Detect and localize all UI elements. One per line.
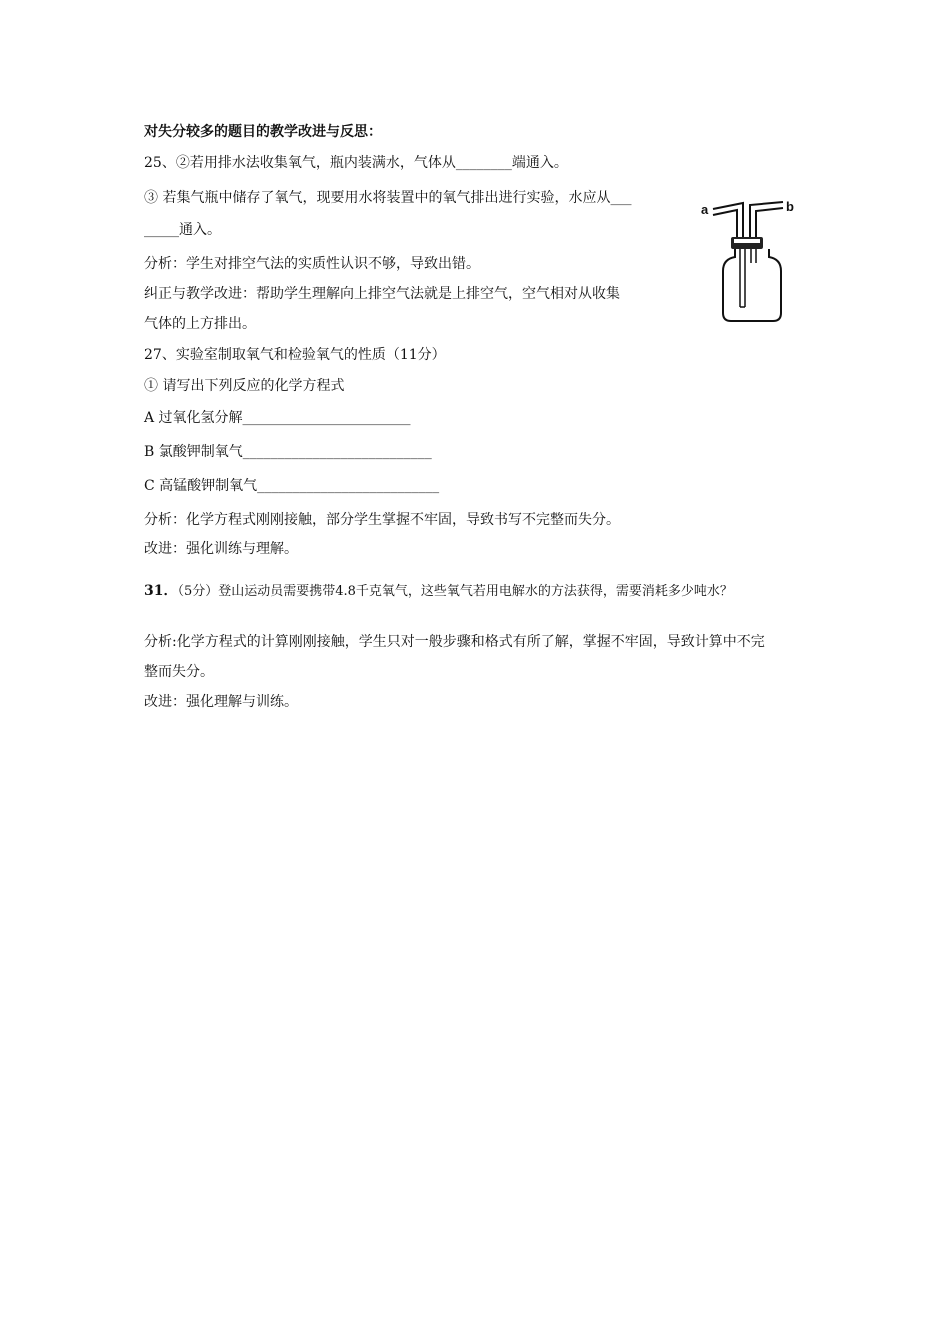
q27-item-a: A 过氧化氢分解________________________ [144, 410, 411, 426]
q31-improvement: 改进：强化理解与训练。 [144, 694, 298, 710]
q27-item-c: C 高锰酸钾制氧气__________________________ [144, 478, 440, 494]
q27-title: 27、实验室制取氧气和检验氧气的性质（11分） [144, 347, 446, 363]
q31-question [144, 581, 733, 602]
q31-analysis-line1: 分析:化学方程式的计算刚刚接触，学生只对一般步骤和格式有所了解，掌握不牢固，导致计算中不完 [144, 634, 765, 650]
q31-analysis-line2: 整而失分。 [144, 664, 214, 680]
section-heading: 对失分较多的题目的教学改进与反思： [144, 124, 382, 140]
bottle-body [723, 249, 781, 321]
q25-part3-line1: ③ 若集气瓶中储存了氧气，现要用水将装置中的氧气排出进行实验，水应从___ [144, 190, 632, 206]
q27-instruction: ① 请写出下列反应的化学方程式 [144, 378, 345, 394]
label-b: b [786, 199, 794, 214]
q27-analysis: 分析：化学方程式刚刚接触，部分学生掌握不牢固，导致书写不完整而失分。 [144, 512, 620, 528]
q31-number: 31． [144, 583, 178, 599]
q31-text: （5分）登山运动员需要携带4.8千克氧气，这些氧气若用电解水的方法获得，需要消耗多少吨水？ [177, 584, 733, 599]
q25-part2: 25、②若用排水法收集氧气，瓶内装满水，气体从________端通入。 [144, 155, 568, 171]
q25-part3-line2: _____通入。 [144, 222, 221, 238]
q25-analysis: 分析：学生对排空气法的实质性认识不够，导致出错。 [144, 256, 480, 272]
q27-item-b: B 氯酸钾制氧气___________________________ [144, 444, 432, 460]
q25-correction-line1: 纠正与教学改进：帮助学生理解向上排空气法就是上排空气，空气相对从收集 [144, 286, 620, 302]
q25-correction-line2: 气体的上方排出。 [144, 316, 256, 332]
gas-bottle-diagram [695, 195, 805, 330]
q27-improvement: 改进：强化训练与理解。 [144, 541, 298, 557]
label-a: a [701, 202, 709, 217]
